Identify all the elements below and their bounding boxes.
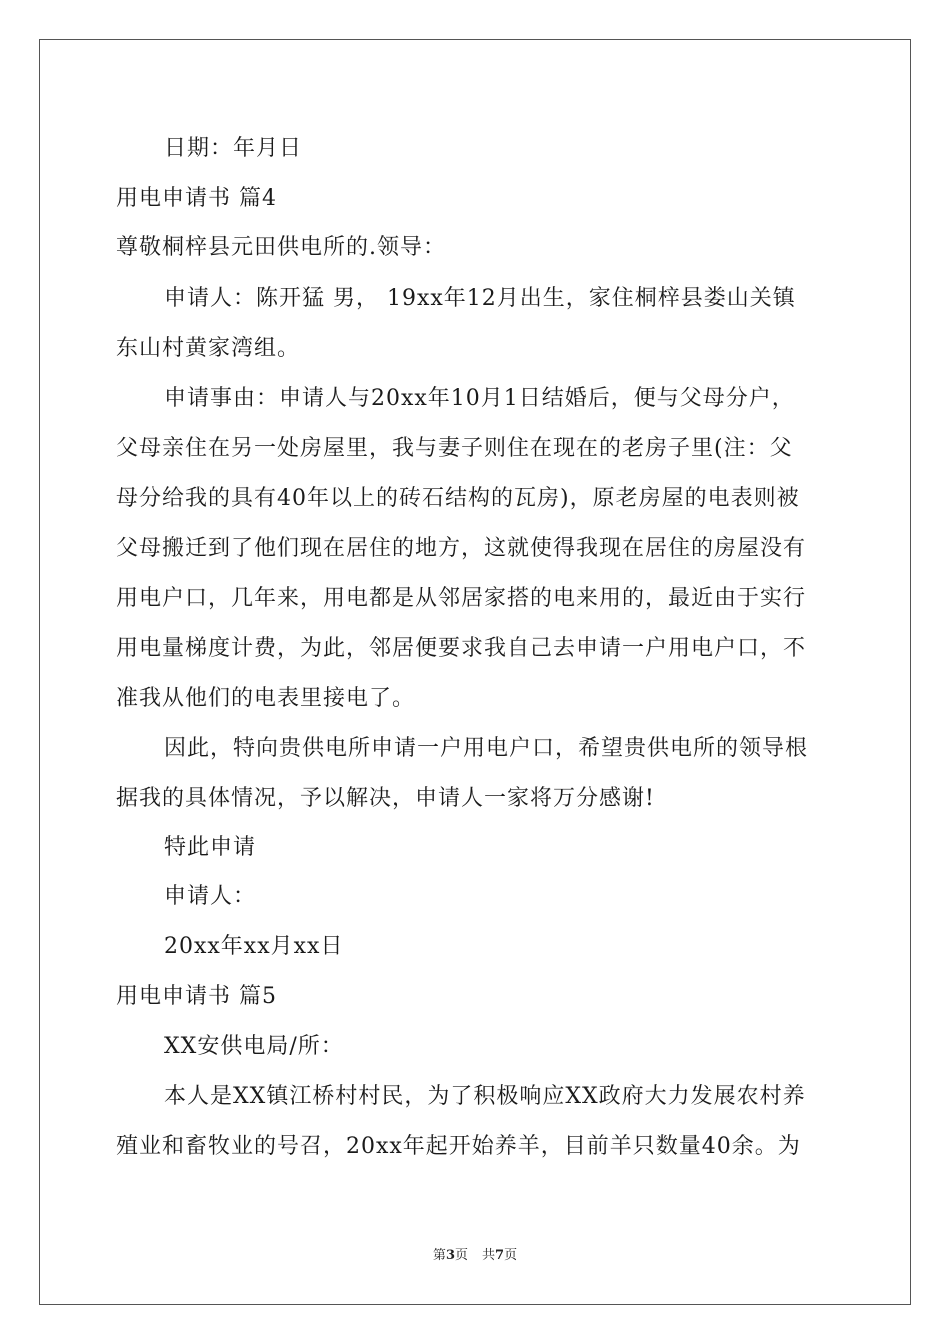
paragraph-line: 父母搬迁到了他们现在居住的地方，这就使得我现在居住的房屋没有 <box>116 536 807 561</box>
closing-line: 特此申请 <box>164 835 257 860</box>
page-border <box>39 39 911 1305</box>
date-line: 日期：年月日 <box>164 136 303 161</box>
paragraph-line: 母分给我的具有40年以上的砖石结构的瓦房)，原老房屋的电表则被 <box>116 486 800 511</box>
paragraph-line: 东山村黄家湾组。 <box>116 336 301 361</box>
paragraph-line: 本人是XX镇江桥村村民，为了积极响应XX政府大力发展农村养 <box>164 1084 806 1109</box>
paragraph-line: 用电量梯度计费，为此，邻居便要求我自己去申请一户用电户口，不 <box>116 636 807 661</box>
paragraph-line: 准我从他们的电表里接电了。 <box>116 686 416 711</box>
paragraph-line: 父母亲住在另一处房屋里，我与妻子则住在现在的老房子里(注：父 <box>116 436 793 461</box>
paragraph-line: 因此，特向贵供电所申请一户用电户口，希望贵供电所的领导根 <box>164 736 809 761</box>
page-suffix: 页 <box>454 1248 468 1263</box>
page-total: 7 <box>495 1248 505 1263</box>
section-heading-4: 用电申请书 篇4 <box>116 186 277 211</box>
paragraph-line: 用电户口，几年来，用电都是从邻居家搭的电来用的，最近由于实行 <box>116 586 807 611</box>
salutation: 尊敬桐梓县元田供电所的.领导： <box>116 235 446 260</box>
total-suffix: 页 <box>504 1248 518 1263</box>
paragraph-line: 据我的具体情况，予以解决，申请人一家将万分感谢! <box>116 786 655 811</box>
paragraph-line: 殖业和畜牧业的号召，20xx年起开始养羊，目前羊只数量40余。为 <box>116 1134 801 1159</box>
signature-line: 申请人： <box>164 884 257 909</box>
section-heading-5: 用电申请书 篇5 <box>116 984 277 1009</box>
total-prefix: 共 <box>482 1248 496 1263</box>
page-current: 3 <box>445 1248 455 1263</box>
salutation: XX安供电局/所： <box>164 1034 344 1059</box>
page-prefix: 第 <box>432 1248 446 1263</box>
paragraph-line: 申请人：陈开猛 男， 19xx年12月出生，家住桐梓县娄山关镇 <box>164 286 796 311</box>
paragraph-line: 申请事由：申请人与20xx年10月1日结婚后，便与父母分户， <box>164 386 795 411</box>
signature-date: 20xx年xx月xx日 <box>164 934 344 959</box>
page-footer <box>0 1247 950 1265</box>
